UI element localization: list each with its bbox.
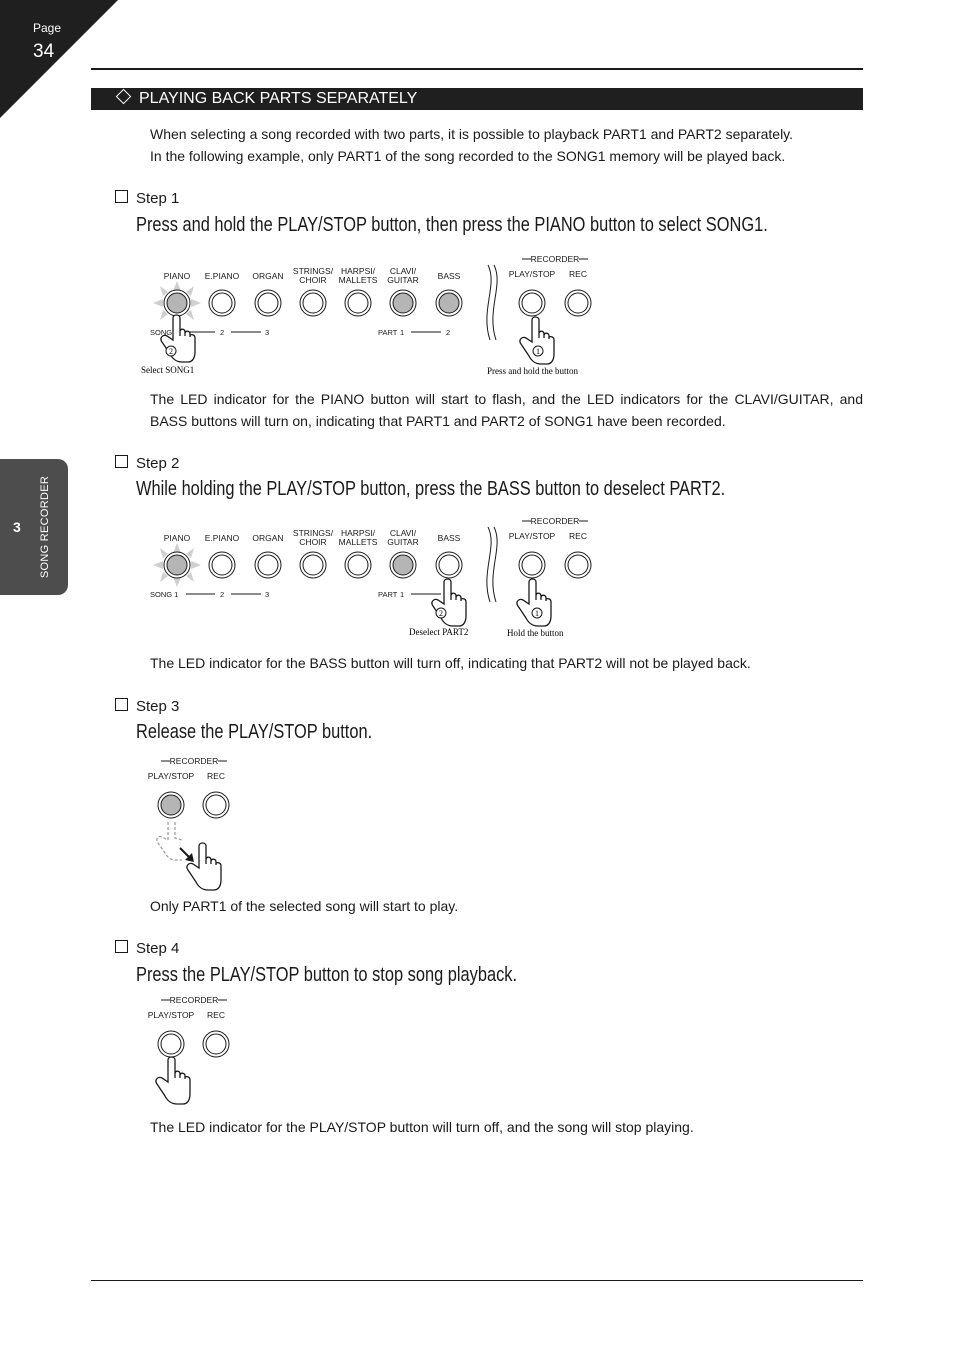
svg-text:RECORDER: RECORDER bbox=[169, 756, 219, 766]
checkbox-icon bbox=[115, 940, 128, 953]
svg-text:1: 1 bbox=[400, 328, 405, 337]
step-3-description: Only PART1 of the selected song will start to play. bbox=[150, 898, 459, 914]
chapter-number: 3 bbox=[13, 519, 21, 535]
playstop-button bbox=[522, 293, 542, 313]
piano-button bbox=[167, 293, 187, 313]
svg-text:2: 2 bbox=[169, 347, 173, 356]
piano-label: PIANO bbox=[163, 271, 191, 281]
strings-label: STRINGS/ bbox=[292, 266, 334, 276]
svg-text:PLAY/STOP: PLAY/STOP bbox=[147, 771, 195, 781]
svg-text:MALLETS: MALLETS bbox=[338, 537, 378, 547]
hand-icon bbox=[156, 1057, 190, 1104]
step-1-label: Step 1 bbox=[115, 190, 179, 207]
mallets-label: MALLETS bbox=[338, 275, 378, 285]
step-2-caption-right: Hold the button bbox=[507, 628, 564, 638]
svg-text:2: 2 bbox=[220, 590, 225, 599]
hand-icon bbox=[161, 315, 195, 362]
released-hand-outline bbox=[157, 822, 182, 860]
svg-text:2: 2 bbox=[220, 328, 225, 337]
step-2-instruction: While holding the PLAY/STOP button, press the BASS button to deselect PART2. bbox=[136, 478, 726, 500]
bottom-rule bbox=[91, 1280, 863, 1281]
svg-text:REC: REC bbox=[207, 771, 225, 781]
svg-text:BASS: BASS bbox=[437, 533, 461, 543]
hand-icon bbox=[517, 579, 551, 626]
svg-text:REC: REC bbox=[569, 531, 587, 541]
checkbox-icon bbox=[115, 698, 128, 711]
svg-text:2: 2 bbox=[439, 609, 443, 618]
choir-label: CHOIR bbox=[299, 275, 327, 285]
organ-label: ORGAN bbox=[252, 271, 284, 281]
epiano-button bbox=[212, 293, 232, 313]
svg-text:2: 2 bbox=[446, 328, 451, 337]
clavi-label: CLAVI/ bbox=[389, 266, 417, 276]
svg-text:PART: PART bbox=[378, 328, 398, 337]
intro-line-1: When selecting a song recorded with two parts, it is possible to playback PART1 and PART2 separately. bbox=[150, 126, 794, 142]
svg-text:PLAY/STOP: PLAY/STOP bbox=[147, 1010, 195, 1020]
svg-text:3: 3 bbox=[265, 590, 270, 599]
svg-text:HARPSI/: HARPSI/ bbox=[340, 528, 376, 538]
svg-text:REC: REC bbox=[207, 1010, 225, 1020]
svg-text:PART: PART bbox=[378, 590, 398, 599]
step-1-caption-left: Select SONG1 bbox=[141, 365, 195, 375]
svg-text:STRINGS/: STRINGS/ bbox=[292, 528, 334, 538]
harpsi-button bbox=[348, 293, 368, 313]
svg-text:1: 1 bbox=[535, 609, 539, 618]
step-2-caption-left: Deselect PART2 bbox=[409, 627, 469, 637]
rec-button bbox=[568, 293, 588, 313]
song-label: SONG bbox=[150, 328, 173, 337]
step-3-instruction: Release the PLAY/STOP button. bbox=[136, 721, 373, 743]
svg-text:CHOIR: CHOIR bbox=[299, 537, 327, 547]
step-4-label: Step 4 bbox=[115, 940, 179, 957]
intro-line-2: In the following example, only PART1 of the song recorded to the SONG1 memory will be played back. bbox=[150, 148, 786, 164]
svg-text:RECORDER: RECORDER bbox=[169, 995, 219, 1005]
recorder-label: RECORDER bbox=[530, 254, 580, 264]
page-label: Page bbox=[33, 21, 62, 35]
step-2-description: The LED indicator for the BASS button will turn off, indicating that PART2 will not be played back. bbox=[150, 655, 751, 671]
bass-label: BASS bbox=[437, 271, 461, 281]
clavi-button bbox=[393, 293, 413, 313]
epiano-label: E.PIANO bbox=[204, 271, 240, 281]
hand-icon bbox=[520, 317, 554, 364]
step-4-instruction: Press the PLAY/STOP button to stop song playback. bbox=[136, 964, 518, 986]
svg-text:1: 1 bbox=[536, 347, 540, 356]
hand-icon bbox=[187, 843, 221, 890]
hand-icon bbox=[432, 579, 466, 626]
section-title: PLAYING BACK PARTS SEPARATELY bbox=[139, 90, 418, 107]
svg-text:E.PIANO: E.PIANO bbox=[204, 533, 240, 543]
svg-text:3: 3 bbox=[265, 328, 270, 337]
playstop-label: PLAY/STOP bbox=[508, 269, 556, 279]
bass-button bbox=[439, 293, 459, 313]
svg-text:1: 1 bbox=[400, 590, 405, 599]
svg-text:SONG 1: SONG 1 bbox=[150, 590, 179, 599]
page-number: 34 bbox=[33, 41, 55, 62]
step-1-instruction: Press and hold the PLAY/STOP button, then press the PIANO button to select SONG1. bbox=[136, 214, 768, 236]
guitar-label: GUITAR bbox=[387, 275, 419, 285]
step-2-label: Step 2 bbox=[115, 455, 179, 472]
svg-text:PIANO: PIANO bbox=[163, 533, 191, 543]
step-1-caption-right: Press and hold the button bbox=[487, 366, 578, 376]
harpsi-label: HARPSI/ bbox=[340, 266, 376, 276]
checkbox-icon bbox=[115, 455, 128, 468]
svg-text:PLAY/STOP: PLAY/STOP bbox=[508, 531, 556, 541]
strings-button bbox=[303, 293, 323, 313]
step-3-label: Step 3 bbox=[115, 698, 179, 715]
svg-text:CLAVI/: CLAVI/ bbox=[389, 528, 417, 538]
svg-text:GUITAR: GUITAR bbox=[387, 537, 419, 547]
svg-text:ORGAN: ORGAN bbox=[252, 533, 284, 543]
chapter-title: SONG RECORDER bbox=[39, 475, 51, 579]
step-1-description: The LED indicator for the PIANO button will start to flash, and the LED indicators for the CLAVI/GUITAR, and BASS buttons will turn on, indicating that PART1 and PART2 of SONG1 have been recorded. bbox=[150, 391, 863, 429]
rec-label: REC bbox=[569, 269, 587, 279]
svg-text:RECORDER: RECORDER bbox=[530, 516, 580, 526]
organ-button bbox=[258, 293, 278, 313]
step-4-description: The LED indicator for the PLAY/STOP button will turn off, and the song will stop playing. bbox=[150, 1119, 694, 1135]
